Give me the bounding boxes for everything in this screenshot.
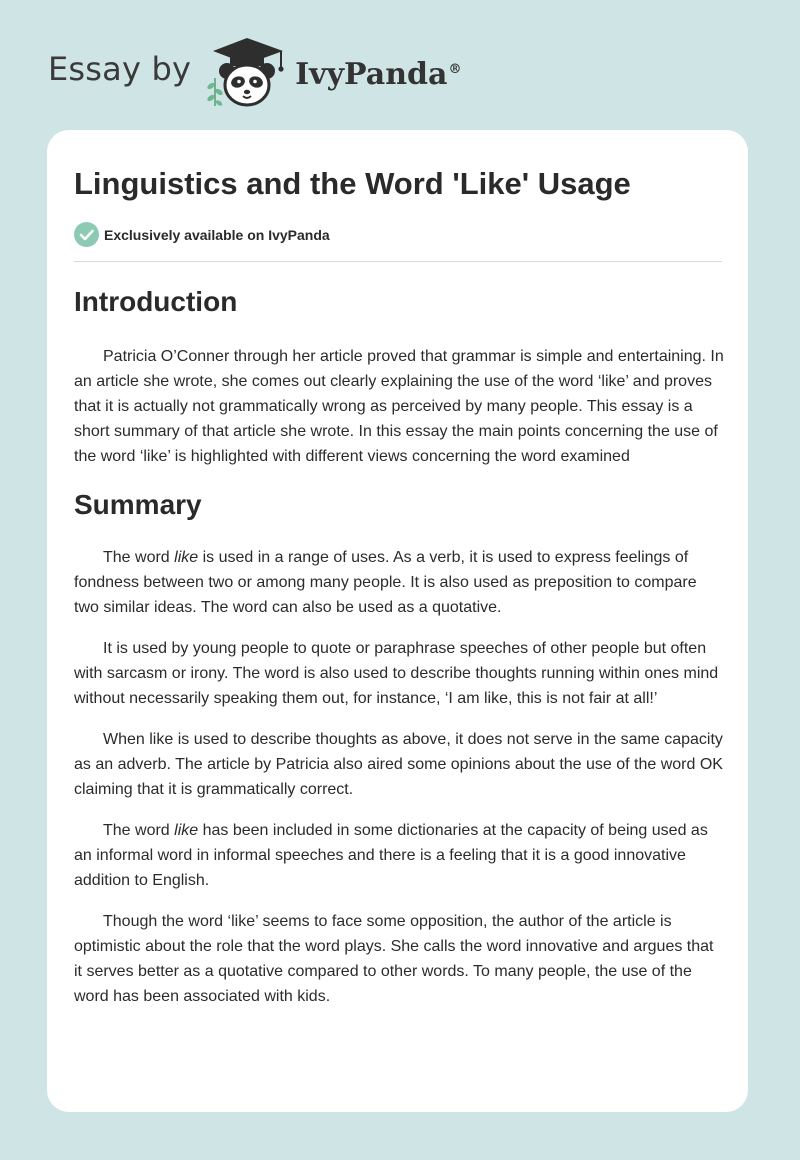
brand-name [295, 57, 461, 92]
summary-paragraph-2: It is used by young people to quote or paraphrase speeches of other people but often with sarcasm or irony. The word is also used to describe thoughts running within ones mind without necessarily speaking them out, for instance, ‘I am like, this is not fair at all!’ [74, 640, 719, 707]
panda-graduation-cap-icon [205, 34, 289, 110]
summary-p4-emphasis: like [174, 822, 199, 839]
summary-paragraph-3: When like is used to describe thoughts as above, it does not serve in the same capacity as an adverb. The article by Patricia also aired some opinions about the use of the word OK claiming that it is grammatically correct. [74, 731, 723, 798]
summary-paragraph-4 [74, 818, 724, 893]
title-divider [74, 261, 722, 262]
essay-body [74, 280, 724, 1009]
check-circle-icon [74, 222, 99, 247]
essay-card [47, 130, 748, 1112]
exclusive-badge [74, 222, 330, 247]
section-heading-summary: Summary [74, 489, 202, 520]
site-header-brand[interactable] [48, 34, 461, 110]
summary-p4-start: The word [103, 822, 175, 839]
brand-name-text: IvyPanda [295, 56, 448, 92]
summary-p1-emphasis: like [174, 549, 199, 566]
essay-title: Linguistics and the Word 'Like' Usage [74, 166, 631, 201]
summary-p1-rest: is used in a range of uses. As a verb, it is used to express feelings of fondness between two or among many people. It is also used as preposition to compare two similar ideas. The word can also be used as a quotative. [74, 549, 697, 616]
section-heading-introduction: Introduction [74, 286, 238, 317]
exclusive-badge-text: Exclusively available on IvyPanda [104, 226, 330, 243]
registered-mark: ® [448, 61, 462, 77]
brand-prefix: Essay by [48, 50, 192, 88]
summary-paragraph-5: Though the word ‘like’ seems to face some opposition, the author of the article is optimistic about the role that the word plays. She calls the word innovative and argues that it serves better as a quotative compared to other words. To many people, the use of the word has been associated with kids. [74, 913, 714, 1005]
summary-p4-rest: has been included in some dictionaries at the capacity of being used as an informal word in informal speeches and there is a feeling that it is a good innovative addition to English. [74, 822, 708, 889]
summary-p1-start: The word [103, 549, 175, 566]
intro-paragraph: Patricia O’Conner through her article proved that grammar is simple and entertaining. In an article she wrote, she comes out clearly explaining the use of the word ‘like’ and proves that it is actually not grammatically wrong as perceived by many people. This essay is a short summary of that article she wrote. In this essay the main points concerning the use of the word ‘like’ is highlighted with different views concerning the word examined [74, 348, 724, 465]
summary-paragraph-1 [74, 545, 724, 620]
